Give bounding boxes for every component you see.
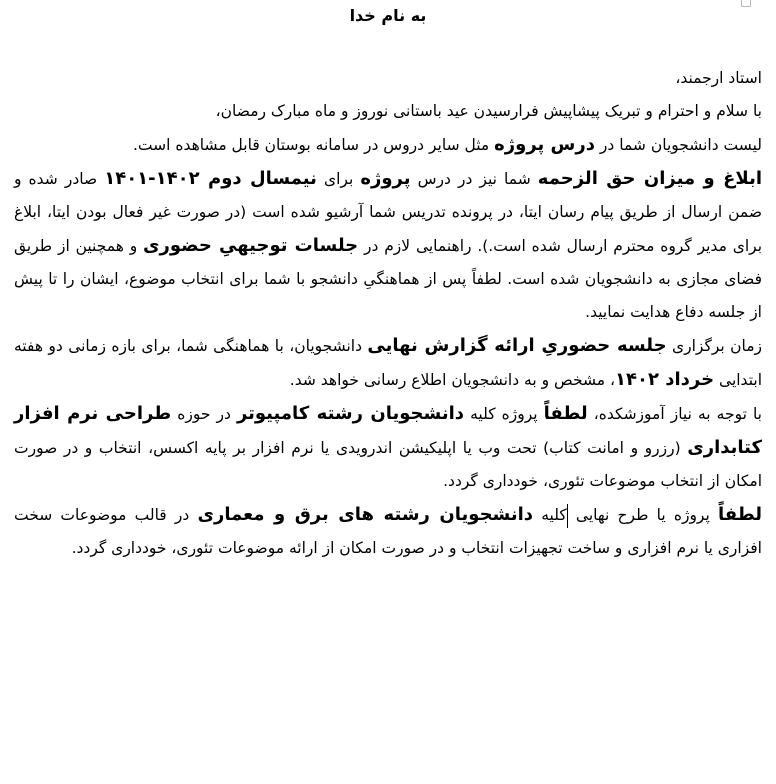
p2-bold-1: ابلاغ و میزان حق الزحمه [537,168,762,189]
p2-text-3: صادر شده و ضمن ارسال از طریق پیام رسان ایتا، در پرونده تدریس شما آرشیو شده است (در صورت غیر فعال بودن ایتا، ابلاغ برای مدیر گروه محترم ارسال شده است.). راهنمایی لازم در [14,170,763,255]
p5-text-1: پروژه یا طرح نهایی [567,506,718,524]
p4-bold-3: طراحی نرم افزار کتابداری [14,403,762,458]
paragraph-4 [14,397,762,498]
p5-bold-2: دانشجویان رشته های برق و معماری [197,504,534,525]
p2-bold-2: پروژه [360,168,411,189]
p2-text-4: و همچنین از طریق فضای مجازی به دانشجویان شده است. لطفاً پس از هماهنگیِ دانشجو با شما برای انتخاب موضوع، ایشان را تا پیش از جلسه دفاع هدایت نمایید. [14,237,762,321]
p3-bold-2: خرداد ۱۴۰۲ [615,369,715,390]
p4-text-4: (رزرو و امانت کتاب) تحت وب یا اپلیکیشن اندرویدی یا نرم افزار بر پایه اکسس، انتخاب و در صورت امکان از انتخاب موضوعات تئوری، خودداری گردد. [14,439,762,490]
paragraph-3 [14,329,762,397]
p2-bold-4: جلسات توجیهیِ حضوری [143,235,359,256]
paragraph-1 [14,128,762,162]
p1-bold-1: درس پروژه [494,134,595,155]
greeting: با سلام و احترام و تبریک پیشاپیش فرارسیدن عید باستانی نوروز و ماه مبارک رمضان، [215,102,762,120]
p2-bold-3: نیمسال دوم ۱۴۰۲-۱۴۰۱ [104,168,317,189]
p5-bold-1: لطفاً [717,504,762,525]
p1-text-1: لیست دانشجویان شما در [595,136,762,154]
p1-text-2: مثل سایر دروس در سامانه بوستان قابل مشاهده است. [132,136,495,154]
p5-text-3: در قالب موضوعات سخت افزاری یا نرم افزاری و ساخت تجهیزات انتخاب و در صورت امکان از ارائه موضوعات تئوری، خودداری گردد. [14,506,762,557]
salutation: استاد ارجمند، [675,69,762,87]
letter-body [14,62,762,565]
p2-text-1: شما نیز در درس [410,170,538,188]
p4-text-3: در حوزه [171,405,237,423]
p4-bold-1: لطفاً [543,403,588,424]
paragraph-5 [14,498,762,565]
paragraph-2 [14,162,762,329]
p3-bold-1: جلسه حضوریِ ارائه گزارش نهایی [367,335,667,356]
p3-text-1: زمان برگزاری [666,337,763,355]
p4-bold-2: دانشجویان رشته کامپیوتر [236,403,465,424]
p4-text-1: با توجه به نیاز آموزشکده، [587,405,762,423]
p3-text-2: دانشجویان، با هماهنگی شما، برای بازه زمانی دو هفته ابتدایی [14,337,762,389]
p3-text-3: ، مشخص و به دانشجویان اطلاع رسانی خواهد شد. [289,371,616,389]
p5-text-2: کلیه [533,506,567,524]
p2-text-2: برای [316,170,361,188]
document-title: به نام خدا [349,6,427,25]
p4-text-2: پروژه کلیه [464,405,544,423]
